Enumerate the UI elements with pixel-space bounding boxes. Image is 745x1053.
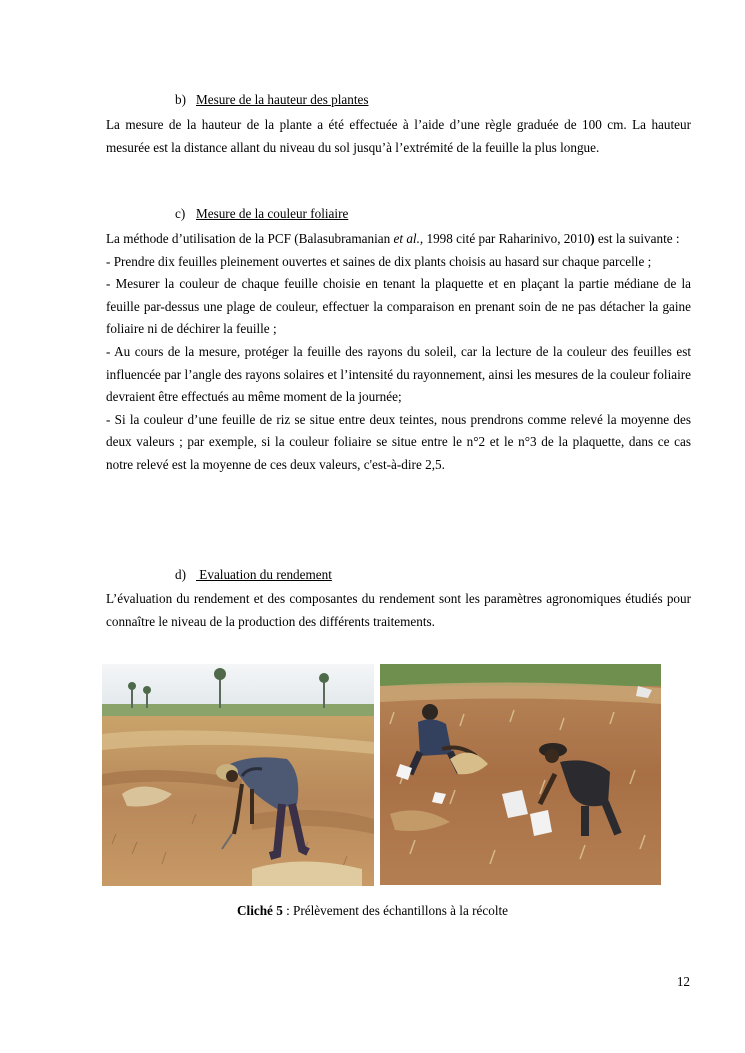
intro-bold: )	[590, 231, 595, 246]
section-b-paragraph	[106, 114, 691, 159]
section-c-paragraph	[106, 228, 691, 477]
caption-text: : Prélèvement des échantillons à la récolte	[282, 903, 508, 918]
section-c-intro	[106, 228, 691, 251]
harvest-photo-right	[380, 664, 661, 885]
section-d-body: L’évaluation du rendement et des composantes du rendement sont les paramètres agronomiques étudiés pour connaître le niveau de la production des différents traitements.	[106, 591, 691, 629]
figure-caption	[0, 903, 745, 919]
page-number: 12	[676, 974, 690, 989]
section-c-letter: c)	[175, 206, 186, 221]
section-b-title: Mesure de la hauteur des plantes	[196, 92, 369, 107]
harvest-photo-left	[102, 664, 374, 886]
list-item: - Mesurer la couleur de chaque feuille choisie en tenant la plaquette et en plaçant la partie médiane de la feuille par-dessus une plage de couleur, effectuer la comparaison en prenant soin de ne pas détacher la gaine foliaire ni de déchirer la feuille ;	[106, 276, 691, 337]
list-item: - Au cours de la mesure, protéger la feuille des rayons du soleil, car la lecture de la couleur des feuilles est influencée par l’angle des rayons solaires et l’intensité du rayonnement, ainsi les mesures de la couleur foliaire devraient être effectués au même moment de la journée;	[106, 343, 691, 405]
intro-text-1: La méthode d’utilisation de la PCF (Balasubramanian	[106, 231, 394, 246]
list-item: - Prendre dix feuilles pleinement ouvertes et saines de dix plants choisis au hasard sur chaque parcelle ;	[106, 253, 652, 269]
section-b-letter: b)	[175, 92, 186, 107]
caption-label: Cliché 5	[237, 903, 283, 918]
section-d-title: Evaluation du rendement	[196, 567, 332, 582]
intro-text-2: 1998 cité par Raharinivo, 2010	[423, 231, 591, 246]
section-d-heading	[175, 567, 332, 583]
section-c-heading	[175, 206, 348, 222]
list-item: - Si la couleur d’une feuille de riz se situe entre deux teintes, nous prendrons comme relevé la moyenne des deux valeurs ; par exemple, si la couleur foliaire se situe entre le n°2 et le n°3 de la plaquette, dans ce cas notre relevé est la moyenne de ces deux valeurs, c'est-à-dire 2,5.	[106, 411, 691, 472]
intro-italic: et al.,	[393, 231, 424, 246]
section-d-letter: d)	[175, 567, 186, 582]
section-b-heading	[175, 92, 368, 108]
section-d-paragraph	[106, 588, 691, 633]
section-c-title: Mesure de la couleur foliaire	[196, 206, 349, 221]
section-b-body: La mesure de la hauteur de la plante a été effectuée à l’aide d’une règle graduée de 100 cm. La hauteur mesurée est la distance allant du niveau du sol jusqu’à l’extrémité de la feuille la plus longue.	[106, 117, 691, 155]
intro-text-3: est la suivante :	[594, 231, 680, 246]
